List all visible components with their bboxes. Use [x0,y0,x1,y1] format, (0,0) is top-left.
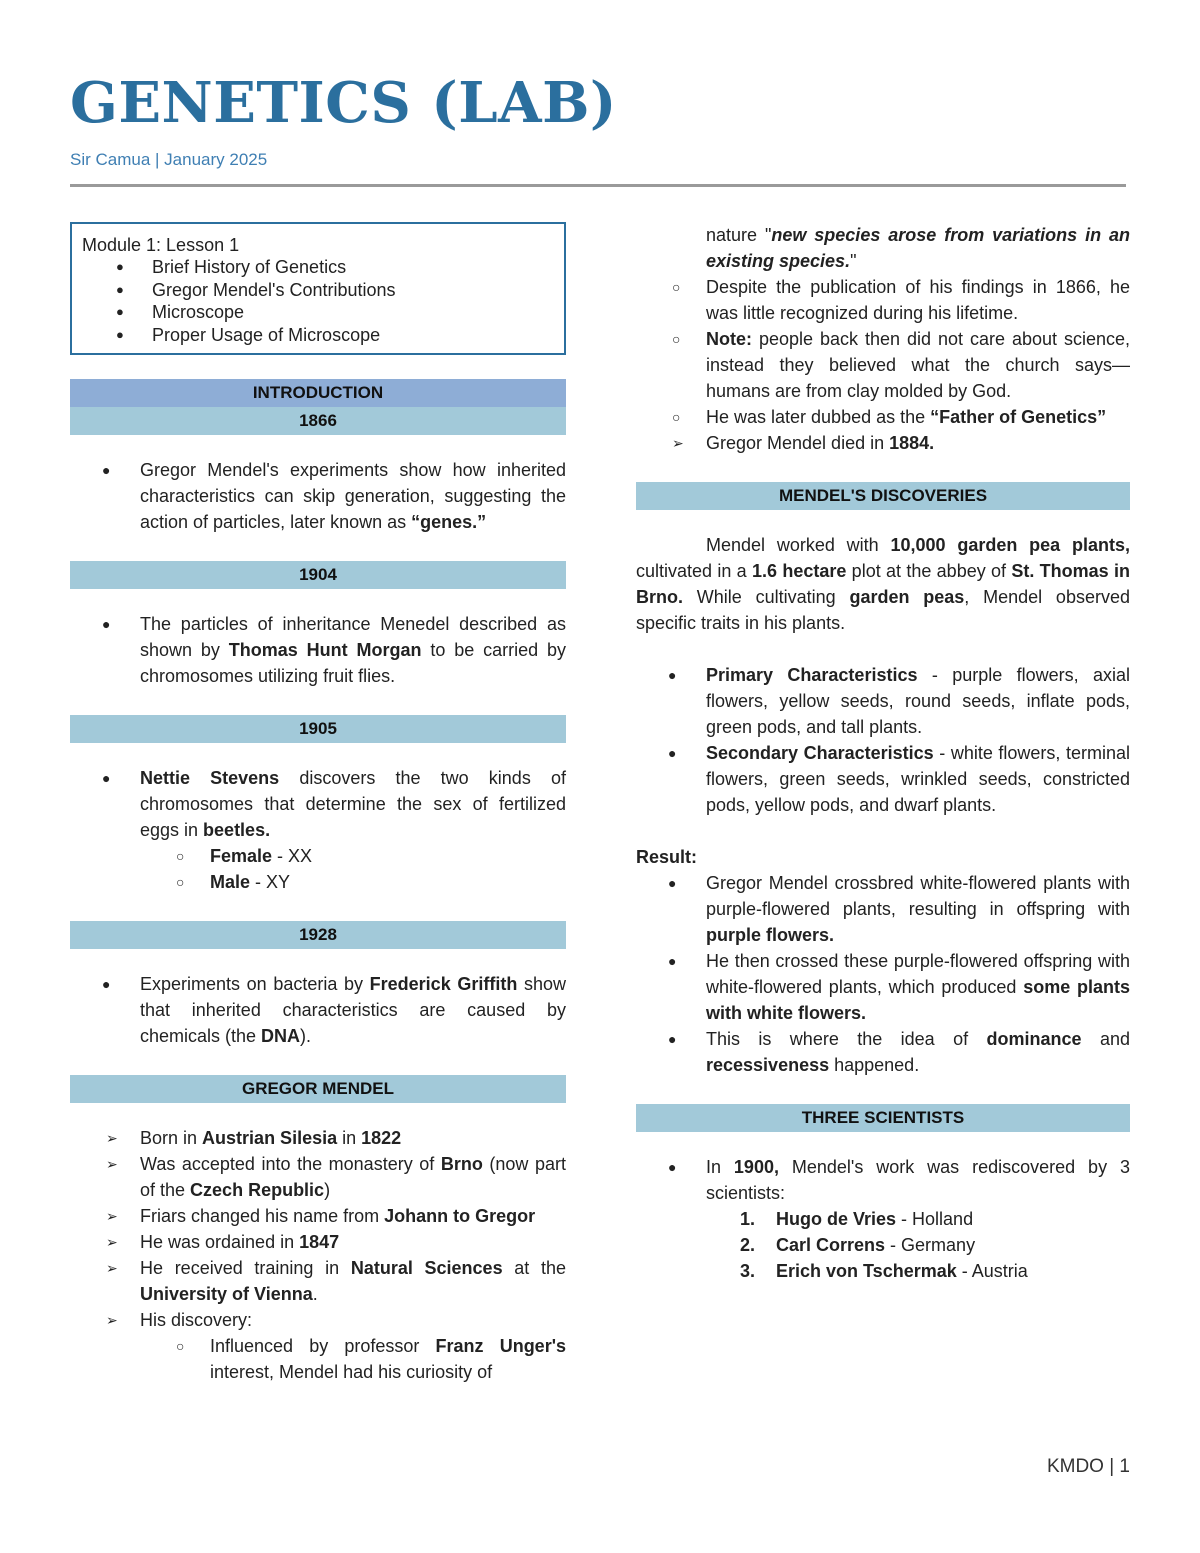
list-item: ○ Female - XX [140,843,566,869]
module-item: ● Microscope [152,301,554,324]
list-item: ● Secondary Characteristics - white flowers, terminal flowers, green seeds, wrinkled seeds, constricted pods, yellow pods, and dwarf plants. [636,740,1130,818]
list-item: ➢ Friars changed his name from Johann to Gregor [70,1203,566,1229]
list-item: ● The particles of inheritance Menedel described as shown by Thomas Hunt Morgan to be carried by chromosomes utilizing fruit flies. [70,611,566,689]
circle-bullet-icon: ○ [672,409,681,425]
list-item: ○ Influenced by professor Franz Unger's interest, Mendel had his curiosity of [140,1333,566,1385]
list-1928 [70,971,566,1049]
list-item: ○ Male - XY [140,869,566,895]
module-box [70,222,566,355]
bullet-icon: ● [102,615,111,632]
arrow-bullet-icon: ➢ [106,1311,118,1328]
bullet-icon: ● [668,745,677,761]
arrow-bullet-icon: ➢ [106,1259,118,1276]
list-item: ● Gregor Mendel crossbred white-flowered plants with purple-flowered plants, resulting in offspring with purple flowers. [636,870,1130,948]
module-item: ● Gregor Mendel's Contributions [152,279,554,302]
mendel-list-continued [636,430,1130,456]
list-item: ○ Note: people back then did not care about science, instead they believed what the church says—humans are from clay molded by God. [636,326,1130,404]
page-subtitle: Sir Camua | January 2025 [70,150,268,169]
result-list [636,870,1130,1078]
list-item: ➢ He received training in Natural Sciences at the University of Vienna. [70,1255,566,1307]
bullet-icon: ● [668,667,677,683]
year-header-1905: 1905 [70,715,566,743]
discovery-sublist [140,1333,566,1385]
module-item: ● Brief History of Genetics [152,256,554,279]
section-header-introduction: INTRODUCTION [70,379,566,407]
mendel-list [70,1125,566,1385]
list-1904 [70,611,566,689]
list-1905 [70,765,566,895]
list-item: ➢ Born in Austrian Silesia in 1822 [70,1125,566,1151]
list-item: ● Gregor Mendel's experiments show how inherited characteristics can skip generation, suggesting the action of particles, later known as “genes.” [70,457,566,535]
circle-bullet-icon: ○ [176,1337,185,1354]
bullet-icon: ● [668,1031,677,1047]
circle-bullet-icon: ○ [672,279,681,295]
list-item: ○ He was later dubbed as the “Father of Genetics” [636,404,1130,430]
circle-bullet-icon: ○ [672,331,681,347]
header-divider [70,184,1126,187]
scientist-item: 2. Carl Correns - Germany [740,1235,976,1255]
discoveries-paragraph: Mendel worked with 10,000 garden pea plants, cultivated in a 1.6 hectare plot at the abbey of St. Thomas in Brno. While cultivating garden peas, Mendel observed specific traits in his plants. [636,535,1131,633]
scientist-item: 3. Erich von Tschermak - Austria [740,1261,1028,1281]
list-item: ➢ His discovery: ○ Influenced by professor Franz Unger's interest, Mendel had his curiosity of [70,1307,566,1385]
scientist-item: 1. Hugo de Vries - Holland [740,1209,974,1229]
module-item: ● Proper Usage of Microscope [152,324,554,347]
scientist-numbered-list [706,1206,1130,1284]
left-column [70,222,566,1385]
arrow-bullet-icon: ➢ [106,1207,118,1224]
bullet-icon: ● [102,769,111,786]
section-header-mendels-discoveries: MENDEL'S DISCOVERIES [636,482,1130,510]
arrow-bullet-icon: ➢ [106,1129,118,1146]
discovery-sublist-continued [636,222,1130,430]
bullet-icon: ● [668,1159,677,1175]
section-header-gregor-mendel: GREGOR MENDEL [70,1075,566,1103]
list-item: ➢ He was ordained in 1847 [70,1229,566,1255]
arrow-bullet-icon: ➢ [106,1155,118,1172]
list-item: ○ Despite the publication of his findings in 1866, he was little recognized during his lifetime. [636,274,1130,326]
bullet-icon: ● [668,953,677,969]
sex-chromosome-list [140,843,566,895]
bullet-icon: ● [102,975,111,992]
right-column [636,222,1130,1284]
characteristics-list [636,662,1130,818]
list-1866 [70,457,566,535]
year-header-1866: 1866 [70,407,566,435]
bullet-icon: ● [102,461,111,478]
year-header-1904: 1904 [70,561,566,589]
circle-bullet-icon: ○ [176,873,185,890]
module-title: Module 1: Lesson 1 [82,235,240,255]
list-item-continued: nature "new species arose from variations in an existing species." [706,225,1130,271]
list-item: ➢ Gregor Mendel died in 1884. [636,430,1130,456]
list-item: ● This is where the idea of dominance and recessiveness happened. [636,1026,1130,1078]
bullet-icon: ● [668,875,677,891]
result-label: Result: [636,847,698,867]
circle-bullet-icon: ○ [176,847,185,864]
page-footer: KMDO | 1 [1046,1456,1130,1477]
list-item: ● He then crossed these purple-flowered offspring with white-flowered plants, which produced some plants with white flowers. [636,948,1130,1026]
arrow-bullet-icon: ➢ [106,1233,118,1250]
scientists-list [636,1154,1130,1284]
year-header-1928: 1928 [70,921,566,949]
arrow-bullet-icon: ➢ [672,435,684,451]
list-item: ● Nettie Stevens discovers the two kinds of chromosomes that determine the sex of fertilized eggs in beetles. ○ Female - XX ○ Male - XY [70,765,566,895]
list-item: ➢ Was accepted into the monastery of Brno (now part of the Czech Republic) [70,1151,566,1203]
section-header-three-scientists: THREE SCIENTISTS [636,1104,1130,1132]
list-item: ● Experiments on bacteria by Frederick Griffith show that inherited characteristics are caused by chemicals (the DNA). [70,971,566,1049]
module-list [82,256,554,347]
page-title: GENETICS (LAB) [70,70,617,136]
list-item: ● In 1900, Mendel's work was rediscovered by 3 scientists: 1. Hugo de Vries - Holland 2. Carl Correns - Germany 3. Erich von Tschermak - Austria [636,1154,1130,1284]
list-item: ● Primary Characteristics - purple flowers, axial flowers, yellow seeds, round seeds, inflate pods, green pods, and tall plants. [636,662,1130,740]
